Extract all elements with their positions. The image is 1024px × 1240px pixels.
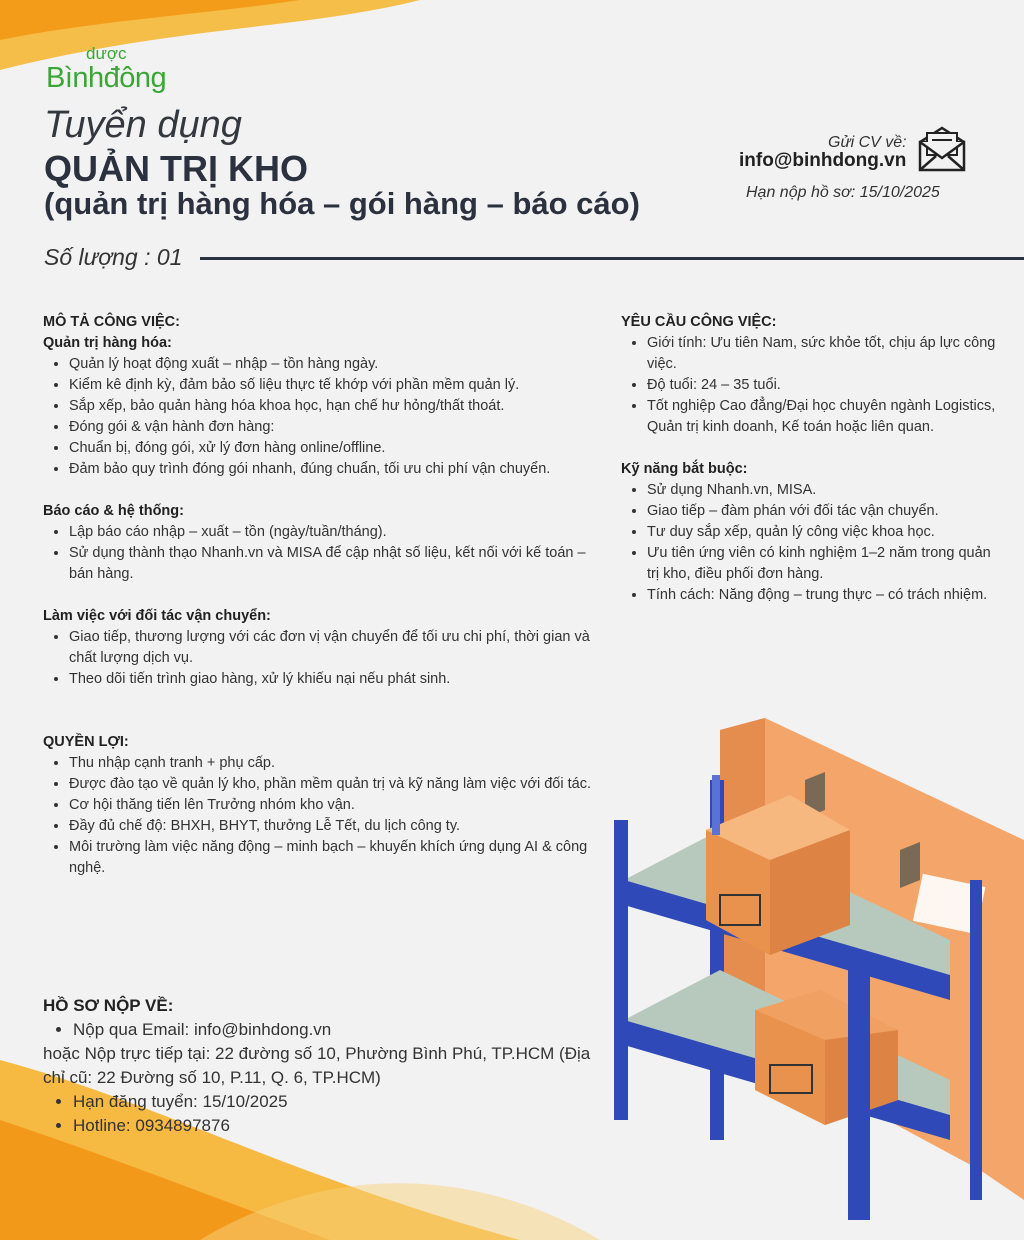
list-item: • Tốt nghiệp Cao đẳng/Đại học chuyên ngành Logistics, Quản trị kinh doanh, Kế toán hoặc liên quan. bbox=[647, 396, 996, 438]
application-heading: HỒ SƠ NỘP VỀ: bbox=[43, 996, 174, 1015]
list-item: • Tư duy sắp xếp, quản lý công việc khoa học. bbox=[647, 522, 996, 543]
list-item: • Sắp xếp, bảo quản hàng hóa khoa học, hạn chế hư hỏng/thất thoát. bbox=[69, 396, 593, 417]
list-item: • Sử dụng Nhanh.vn, MISA. bbox=[647, 480, 996, 501]
description-heading: MÔ TẢ CÔNG VIỆC: bbox=[43, 314, 180, 330]
list-item: • Đầy đủ chế độ: BHXH, BHYT, thưởng Lễ Tết, du lịch công ty. bbox=[69, 816, 593, 837]
warehouse-shelf-illustration bbox=[600, 700, 1024, 1230]
title-recruitment: Tuyển dụng bbox=[44, 104, 242, 146]
logo-small-text: dược bbox=[86, 44, 127, 63]
deadline-text: Hạn nộp hồ sơ: 15/10/2025 bbox=[746, 184, 940, 201]
list-item: • Lập báo cáo nhập – xuất – tồn (ngày/tuần/tháng). bbox=[69, 522, 593, 543]
divider-line bbox=[200, 257, 1024, 260]
application-section bbox=[43, 994, 603, 1138]
application-address: hoặc Nộp trực tiếp tại: 22 đường số 10, Phường Bình Phú, TP.HCM (Địa chỉ cũ: 22 Đường số 10, P.11, Q. 6, TP.HCM) bbox=[43, 1044, 591, 1087]
contact-email[interactable]: info@binhdong.vn bbox=[739, 150, 907, 171]
list-item: • Đảm bảo quy trình đóng gói nhanh, đúng chuẩn, tối ưu chi phí vận chuyển. bbox=[69, 459, 593, 480]
list-item: • Giao tiếp – đàm phán với đối tác vận chuyển. bbox=[647, 501, 996, 522]
requirements-list bbox=[621, 333, 996, 438]
skills-list bbox=[621, 480, 996, 606]
application-info-list bbox=[43, 1090, 603, 1138]
list-item: • Tính cách: Năng động – trung thực – có trách nhiệm. bbox=[647, 585, 996, 606]
goods-heading: Quản trị hàng hóa: bbox=[43, 335, 172, 351]
envelope-icon bbox=[918, 126, 966, 172]
skills-heading: Kỹ năng bắt buộc: bbox=[621, 461, 748, 477]
list-item: • Được đào tạo về quản lý kho, phần mềm quản trị và kỹ năng làm việc với đối tác. bbox=[69, 774, 593, 795]
goods-list bbox=[43, 354, 593, 480]
list-item: • Giao tiếp, thương lượng với các đơn vị vận chuyển để tối ưu chi phí, thời gian và chất lượng dịch vụ. bbox=[69, 627, 593, 669]
list-item: • Ưu tiên ứng viên có kinh nghiệm 1–2 năm trong quản trị kho, điều phối đơn hàng. bbox=[647, 543, 996, 585]
job-description-section bbox=[43, 312, 593, 879]
requirements-heading: YÊU CẦU CÔNG VIỆC: bbox=[621, 314, 777, 330]
list-item: • Cơ hội thăng tiến lên Trưởng nhóm kho vận. bbox=[69, 795, 593, 816]
send-cv-label: Gửi CV về: bbox=[828, 134, 907, 151]
list-item: • Sử dụng thành thạo Nhanh.vn và MISA để cập nhật số liệu, kết nối với kế toán – bán hàng. bbox=[69, 543, 593, 585]
list-item: • Độ tuổi: 24 – 35 tuổi. bbox=[647, 375, 996, 396]
list-item: • Thu nhập cạnh tranh + phụ cấp. bbox=[69, 753, 593, 774]
title-subtitle: (quản trị hàng hóa – gói hàng – báo cáo) bbox=[44, 186, 640, 221]
list-item: • Theo dõi tiến trình giao hàng, xử lý khiếu nại nếu phát sinh. bbox=[69, 669, 593, 690]
quantity-label: Số lượng : 01 bbox=[44, 244, 183, 270]
partners-list bbox=[43, 627, 593, 690]
list-item: • Quản lý hoạt động xuất – nhập – tồn hàng ngày. bbox=[69, 354, 593, 375]
requirements-section bbox=[621, 312, 996, 606]
reports-list bbox=[43, 522, 593, 585]
hotline-item: • Hotline: 0934897876 bbox=[73, 1114, 603, 1138]
deadline-item: • Hạn đăng tuyển: 15/10/2025 bbox=[73, 1090, 603, 1114]
list-item: • Kiểm kê định kỳ, đảm bảo số liệu thực tế khớp với phần mềm quản lý. bbox=[69, 375, 593, 396]
list-item: • Đóng gói & vận hành đơn hàng: bbox=[69, 417, 593, 438]
list-item: • Giới tính: Ưu tiên Nam, sức khỏe tốt, chịu áp lực công việc. bbox=[647, 333, 996, 375]
list-item: • Chuẩn bị, đóng gói, xử lý đơn hàng online/offline. bbox=[69, 438, 593, 459]
benefits-list bbox=[43, 753, 593, 879]
partners-heading: Làm việc với đối tác vận chuyển: bbox=[43, 608, 271, 624]
benefits-heading: QUYỀN LỢI: bbox=[43, 734, 129, 750]
reports-heading: Báo cáo & hệ thống: bbox=[43, 503, 184, 519]
logo-brand-text: Bìnhđông bbox=[46, 62, 167, 94]
list-item: • Môi trường làm việc năng động – minh bạch – khuyến khích ứng dụng AI & công nghệ. bbox=[69, 837, 593, 879]
application-email: • Nộp qua Email: info@binhdong.vn bbox=[73, 1018, 603, 1042]
title-position: QUẢN TRỊ KHO bbox=[44, 148, 308, 189]
application-email-list bbox=[43, 1018, 603, 1042]
